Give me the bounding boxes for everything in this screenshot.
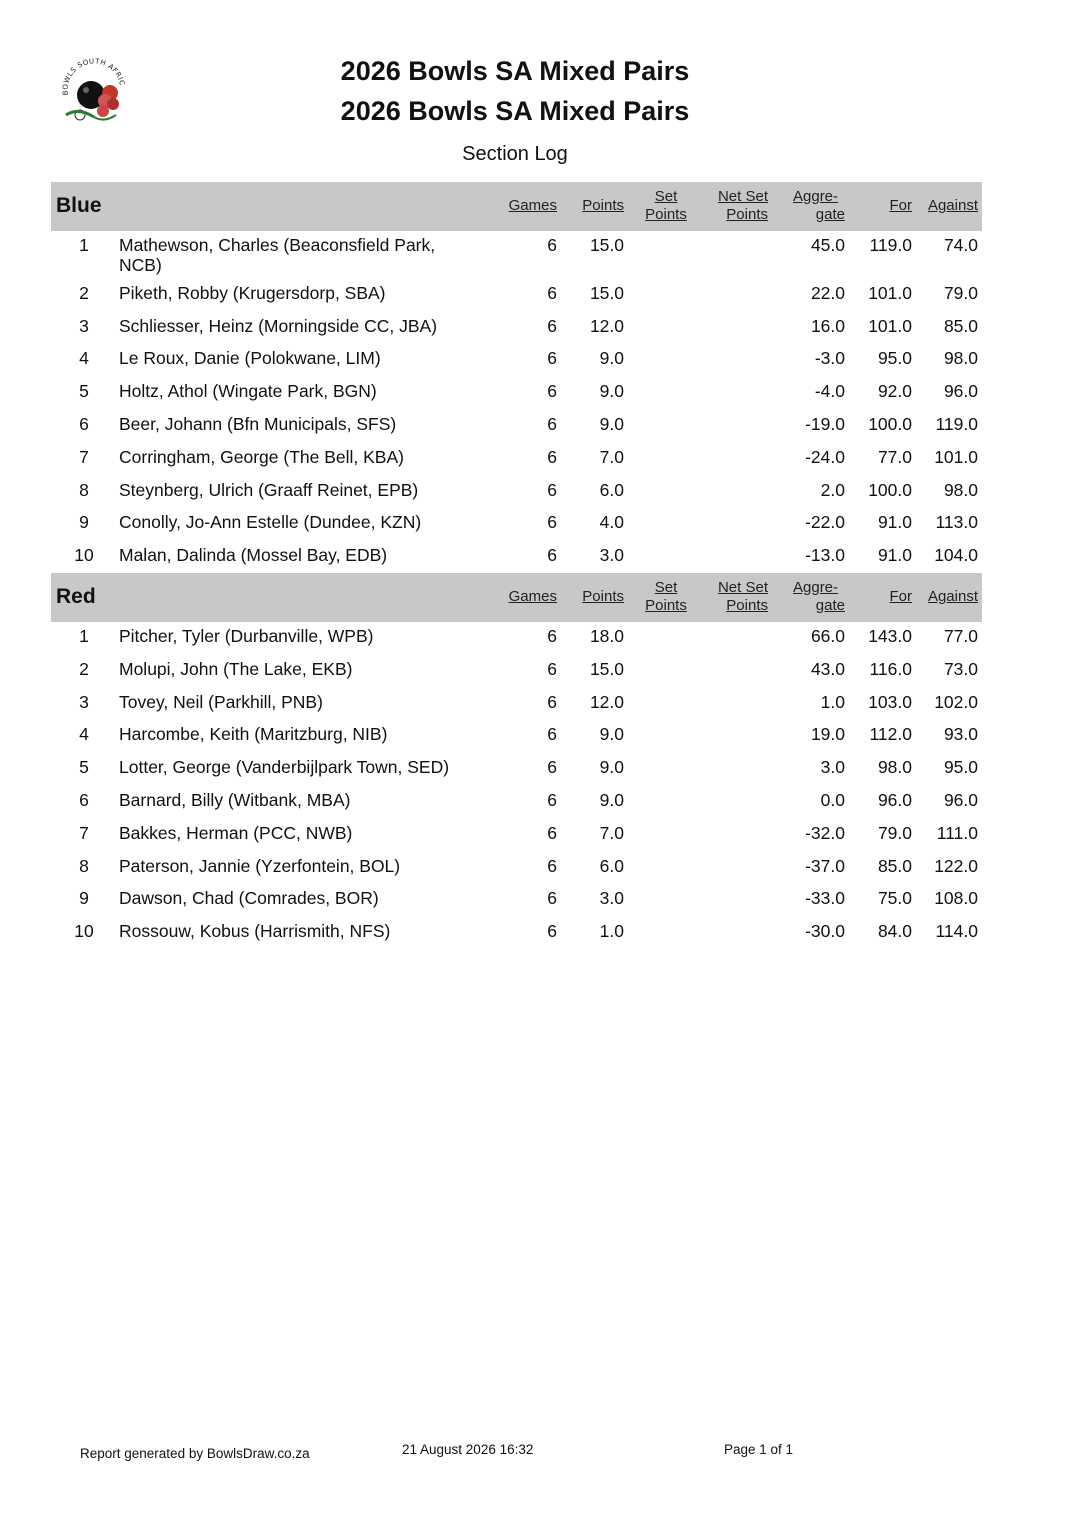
aggregate-cell: 66.0 bbox=[810, 626, 845, 646]
aggregate-cell: -30.0 bbox=[805, 921, 845, 942]
column-header-aggregate-line2: gate bbox=[815, 597, 845, 614]
player-name-cell: Rossouw, Kobus (Harrismith, NFS) bbox=[119, 921, 391, 942]
points-cell: 9.0 bbox=[599, 724, 624, 745]
for-cell: 96.0 bbox=[877, 789, 912, 810]
table-row bbox=[51, 688, 982, 721]
player-name-cell: Barnard, Billy (Witbank, MBA) bbox=[119, 789, 351, 810]
svg-text:BOWLS SOUTH AFRICA: BOWLS SOUTH AFRIC bbox=[61, 57, 127, 96]
player-name-cell: Conolly, Jo-Ann Estelle (Dundee, KZN) bbox=[119, 512, 422, 533]
player-name-cell: Steynberg, Ulrich (Graaff Reinet, EPB) bbox=[119, 479, 419, 500]
aggregate-cell: -24.0 bbox=[805, 446, 845, 467]
column-header-aggregate bbox=[793, 188, 845, 224]
games-cell: 6 bbox=[547, 381, 557, 402]
rank-cell: 9 bbox=[79, 512, 89, 533]
points-cell: 12.0 bbox=[589, 691, 624, 712]
games-cell: 6 bbox=[547, 446, 557, 467]
points-cell: 9.0 bbox=[599, 381, 624, 402]
column-header-aggregate-line2: gate bbox=[815, 206, 845, 223]
against-cell: 74.0 bbox=[943, 235, 978, 255]
player-name-cell: Schliesser, Heinz (Morningside CC, JBA) bbox=[119, 315, 438, 336]
for-cell: 103.0 bbox=[868, 691, 912, 712]
column-header-net-set-points-line1: Net Set bbox=[717, 579, 768, 596]
rank-cell: 4 bbox=[79, 724, 89, 745]
column-header-net-set-points-line2: Points bbox=[726, 597, 768, 614]
player-name-cell: Bakkes, Herman (PCC, NWB) bbox=[119, 822, 353, 843]
games-cell: 6 bbox=[547, 626, 557, 646]
for-cell: 143.0 bbox=[868, 626, 912, 646]
table-row bbox=[51, 622, 982, 655]
games-cell: 6 bbox=[547, 724, 557, 745]
table-row bbox=[51, 753, 982, 786]
table-row bbox=[51, 279, 982, 312]
player-name-cell: Malan, Dalinda (Mossel Bay, EDB) bbox=[119, 545, 388, 566]
for-cell: 91.0 bbox=[877, 545, 912, 566]
column-header-aggregate-line1: Aggre- bbox=[793, 579, 839, 596]
aggregate-cell: -22.0 bbox=[805, 512, 845, 533]
points-cell: 9.0 bbox=[599, 757, 624, 778]
footer-page-number: Page 1 of 1 bbox=[724, 1442, 794, 1457]
column-header-net-set-points-line2: Points bbox=[726, 206, 768, 223]
section-name: Blue bbox=[56, 194, 102, 217]
aggregate-cell: -3.0 bbox=[814, 348, 845, 369]
rank-cell: 10 bbox=[74, 921, 94, 942]
games-cell: 6 bbox=[547, 855, 557, 876]
table-row bbox=[51, 476, 982, 509]
table-row bbox=[51, 786, 982, 819]
against-cell: 96.0 bbox=[943, 789, 978, 810]
aggregate-cell: 0.0 bbox=[820, 789, 845, 810]
bowls-sa-logo bbox=[58, 55, 130, 127]
player-name-cell: Beer, Johann (Bfn Municipals, SFS) bbox=[119, 413, 397, 434]
footer-generated-by: Report generated by BowlsDraw.co.za bbox=[80, 1446, 310, 1461]
rank-cell: 2 bbox=[79, 282, 89, 303]
table-row bbox=[51, 508, 982, 541]
aggregate-cell: 22.0 bbox=[810, 282, 845, 303]
for-cell: 77.0 bbox=[877, 446, 912, 467]
player-name-cell: Le Roux, Danie (Polokwane, LIM) bbox=[119, 348, 381, 369]
table-row bbox=[51, 884, 982, 917]
player-name-cell: Paterson, Jannie (Yzerfontein, BOL) bbox=[119, 855, 401, 876]
against-cell: 104.0 bbox=[934, 545, 978, 566]
table-row bbox=[51, 819, 982, 852]
points-cell: 6.0 bbox=[599, 479, 624, 500]
column-header-aggregate-line1: Aggre- bbox=[793, 188, 839, 205]
rank-cell: 7 bbox=[79, 446, 89, 467]
rank-cell: 8 bbox=[79, 855, 89, 876]
against-cell: 113.0 bbox=[935, 512, 978, 533]
player-name-cell: Tovey, Neil (Parkhill, PNB) bbox=[119, 691, 323, 712]
points-cell: 6.0 bbox=[599, 855, 624, 876]
footer-date: 21 August 2026 16:32 bbox=[402, 1442, 534, 1457]
column-header-set-points bbox=[641, 188, 691, 224]
points-cell: 4.0 bbox=[599, 512, 624, 533]
aggregate-cell: 43.0 bbox=[810, 658, 845, 679]
table-row bbox=[51, 541, 982, 574]
games-cell: 6 bbox=[547, 757, 557, 778]
column-header-set-points bbox=[641, 579, 691, 615]
table-row bbox=[51, 344, 982, 377]
player-name-cell: Mathewson, Charles (Beaconsfield Park, NCB) bbox=[119, 235, 436, 275]
for-cell: 85.0 bbox=[877, 855, 912, 876]
aggregate-cell: -33.0 bbox=[805, 888, 845, 909]
aggregate-cell: 2.0 bbox=[820, 479, 845, 500]
games-cell: 6 bbox=[547, 512, 557, 533]
against-cell: 93.0 bbox=[943, 724, 978, 745]
for-cell: 100.0 bbox=[868, 413, 912, 434]
player-name-cell: Pitcher, Tyler (Durbanville, WPB) bbox=[119, 626, 374, 646]
player-name-cell: Holtz, Athol (Wingate Park, BGN) bbox=[119, 381, 377, 402]
rank-cell: 7 bbox=[79, 822, 89, 843]
for-cell: 100.0 bbox=[868, 479, 912, 500]
rank-cell: 6 bbox=[79, 413, 89, 434]
aggregate-cell: 3.0 bbox=[820, 757, 845, 778]
for-cell: 79.0 bbox=[877, 822, 912, 843]
games-cell: 6 bbox=[547, 413, 557, 434]
for-cell: 101.0 bbox=[868, 315, 912, 336]
table-row bbox=[51, 443, 982, 476]
player-name-cell: Piketh, Robby (Krugersdorp, SBA) bbox=[119, 282, 386, 303]
column-header-games: Games bbox=[508, 197, 557, 214]
column-header-set-points-line2: Points bbox=[645, 597, 687, 614]
rank-cell: 5 bbox=[79, 757, 89, 778]
against-cell: 77.0 bbox=[943, 626, 978, 646]
games-cell: 6 bbox=[547, 691, 557, 712]
against-cell: 119.0 bbox=[935, 413, 978, 434]
column-header-for: For bbox=[889, 588, 912, 605]
rank-cell: 10 bbox=[74, 545, 94, 566]
rank-cell: 3 bbox=[79, 691, 89, 712]
column-header-against: Against bbox=[927, 197, 978, 214]
against-cell: 96.0 bbox=[943, 381, 978, 402]
against-cell: 98.0 bbox=[943, 479, 978, 500]
points-cell: 15.0 bbox=[589, 658, 624, 679]
against-cell: 98.0 bbox=[943, 348, 978, 369]
column-header-net-set-points-line1: Net Set bbox=[717, 188, 768, 205]
for-cell: 92.0 bbox=[877, 381, 912, 402]
points-cell: 3.0 bbox=[599, 888, 624, 909]
report-subtitle: Section Log bbox=[462, 143, 568, 165]
rank-cell: 9 bbox=[79, 888, 89, 909]
against-cell: 108.0 bbox=[934, 888, 978, 909]
column-header-net-set-points bbox=[704, 188, 768, 224]
aggregate-cell: 19.0 bbox=[810, 724, 845, 745]
section-red bbox=[51, 573, 982, 950]
games-cell: 6 bbox=[547, 235, 557, 255]
column-header-against: Against bbox=[927, 588, 978, 605]
games-cell: 6 bbox=[547, 315, 557, 336]
aggregate-cell: -19.0 bbox=[805, 413, 845, 434]
table-row bbox=[51, 852, 982, 885]
for-cell: 95.0 bbox=[877, 348, 912, 369]
table-row bbox=[51, 410, 982, 443]
points-cell: 1.0 bbox=[599, 921, 624, 942]
games-cell: 6 bbox=[547, 921, 557, 942]
table-row bbox=[51, 655, 982, 688]
column-header-games: Games bbox=[508, 588, 557, 605]
section-header bbox=[51, 182, 982, 231]
for-cell: 119.0 bbox=[869, 235, 912, 255]
rank-cell: 8 bbox=[79, 479, 89, 500]
table-row bbox=[51, 720, 982, 753]
rank-cell: 2 bbox=[79, 658, 89, 679]
games-cell: 6 bbox=[547, 282, 557, 303]
points-cell: 9.0 bbox=[599, 413, 624, 434]
against-cell: 85.0 bbox=[943, 315, 978, 336]
against-cell: 102.0 bbox=[934, 691, 978, 712]
aggregate-cell: -37.0 bbox=[805, 855, 845, 876]
for-cell: 84.0 bbox=[877, 921, 912, 942]
against-cell: 114.0 bbox=[935, 921, 978, 942]
for-cell: 112.0 bbox=[869, 724, 912, 745]
against-cell: 101.0 bbox=[934, 446, 978, 467]
section-header bbox=[51, 573, 982, 622]
report-title-repeat: 2026 Bowls SA Mixed Pairs bbox=[340, 96, 690, 126]
points-cell: 3.0 bbox=[599, 545, 624, 566]
games-cell: 6 bbox=[547, 348, 557, 369]
against-cell: 111.0 bbox=[936, 822, 978, 843]
games-cell: 6 bbox=[547, 789, 557, 810]
for-cell: 91.0 bbox=[877, 512, 912, 533]
games-cell: 6 bbox=[547, 822, 557, 843]
section-name: Red bbox=[56, 585, 96, 608]
player-name-cell: Corringham, George (The Bell, KBA) bbox=[119, 446, 404, 467]
points-cell: 15.0 bbox=[589, 235, 624, 255]
aggregate-cell: -32.0 bbox=[805, 822, 845, 843]
aggregate-cell: 16.0 bbox=[810, 315, 845, 336]
against-cell: 79.0 bbox=[943, 282, 978, 303]
for-cell: 116.0 bbox=[869, 658, 912, 679]
section-blue bbox=[51, 182, 982, 574]
rank-cell: 3 bbox=[79, 315, 89, 336]
table-row bbox=[51, 231, 982, 279]
games-cell: 6 bbox=[547, 888, 557, 909]
against-cell: 73.0 bbox=[943, 658, 978, 679]
aggregate-cell: -4.0 bbox=[814, 381, 845, 402]
for-cell: 101.0 bbox=[868, 282, 912, 303]
column-header-points: Points bbox=[582, 197, 624, 214]
for-cell: 75.0 bbox=[877, 888, 912, 909]
player-name-cell: Lotter, George (Vanderbijlpark Town, SED) bbox=[119, 757, 450, 778]
games-cell: 6 bbox=[547, 545, 557, 566]
against-cell: 95.0 bbox=[943, 757, 978, 778]
for-cell: 98.0 bbox=[877, 757, 912, 778]
rank-cell: 4 bbox=[79, 348, 89, 369]
rank-cell: 6 bbox=[79, 789, 89, 810]
table-row bbox=[51, 312, 982, 345]
player-name-cell: Harcombe, Keith (Maritzburg, NIB) bbox=[119, 724, 388, 745]
against-cell: 122.0 bbox=[934, 855, 978, 876]
column-header-set-points-line1: Set bbox=[654, 579, 678, 596]
points-cell: 7.0 bbox=[599, 446, 624, 467]
points-cell: 9.0 bbox=[599, 348, 624, 369]
points-cell: 15.0 bbox=[589, 282, 624, 303]
aggregate-cell: -13.0 bbox=[805, 545, 845, 566]
column-header-points: Points bbox=[582, 588, 624, 605]
rank-cell: 1 bbox=[79, 626, 89, 646]
rank-cell: 1 bbox=[79, 235, 89, 255]
column-header-set-points-line1: Set bbox=[654, 188, 678, 205]
points-cell: 9.0 bbox=[599, 789, 624, 810]
column-header-set-points-line2: Points bbox=[645, 206, 687, 223]
table-row bbox=[51, 377, 982, 410]
games-cell: 6 bbox=[547, 658, 557, 679]
player-name-cell: Molupi, John (The Lake, EKB) bbox=[119, 658, 353, 679]
points-cell: 7.0 bbox=[599, 822, 624, 843]
points-cell: 18.0 bbox=[589, 626, 624, 646]
games-cell: 6 bbox=[547, 479, 557, 500]
column-header-net-set-points bbox=[704, 579, 768, 615]
rank-cell: 5 bbox=[79, 381, 89, 402]
report-title: 2026 Bowls SA Mixed Pairs bbox=[340, 56, 690, 86]
column-header-for: For bbox=[889, 197, 912, 214]
player-name-cell: Dawson, Chad (Comrades, BOR) bbox=[119, 888, 379, 909]
table-row bbox=[51, 917, 982, 950]
aggregate-cell: 1.0 bbox=[820, 691, 845, 712]
column-header-aggregate bbox=[793, 579, 845, 615]
aggregate-cell: 45.0 bbox=[810, 235, 845, 255]
points-cell: 12.0 bbox=[589, 315, 624, 336]
